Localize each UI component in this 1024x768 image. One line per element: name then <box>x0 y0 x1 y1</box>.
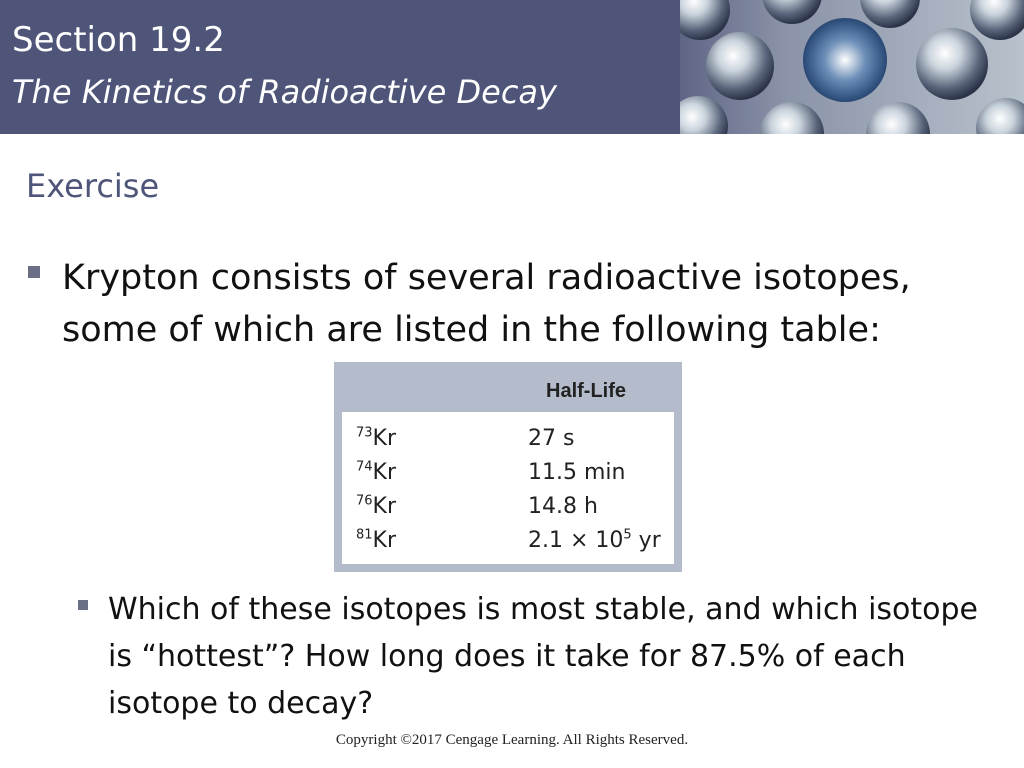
section-number: Section 19.2 <box>12 20 225 60</box>
column-header-half-life: Half-Life <box>546 380 626 402</box>
half-life-cell: 11.5 min <box>528 460 626 485</box>
table-row <box>342 422 674 456</box>
table-row <box>342 490 674 524</box>
half-life-cell: 27 s <box>528 426 575 451</box>
element-symbol: Kr <box>372 460 397 485</box>
half-life-cell <box>528 528 661 553</box>
element-symbol: Kr <box>372 528 397 553</box>
isotope-cell <box>356 426 396 451</box>
slide-title: Exercise <box>26 167 160 205</box>
square-bullet-icon <box>78 600 88 610</box>
section-subtitle: The Kinetics of Radioactive Decay <box>12 73 557 111</box>
mass-number: 76 <box>356 493 373 509</box>
decorative-spheres-image <box>680 0 1024 134</box>
mass-number: 81 <box>356 527 373 543</box>
half-life-cell: 14.8 h <box>528 494 598 519</box>
half-life-unit: yr <box>631 528 661 553</box>
square-bullet-icon <box>28 266 40 278</box>
half-life-exponent: 5 <box>623 527 632 543</box>
isotope-cell <box>356 460 396 485</box>
half-life-table <box>334 362 682 572</box>
copyright-footer: Copyright ©2017 Cengage Learning. All Rights Reserved. <box>335 732 689 748</box>
element-symbol: Kr <box>372 494 397 519</box>
table-body <box>342 412 674 564</box>
element-symbol: Kr <box>372 426 397 451</box>
bullet-text: Krypton consists of several radioactive isotopes, some of which are listed in the following table: <box>62 258 911 350</box>
header-banner <box>0 0 680 134</box>
bullet-text: Which of these isotopes is most stable, and which isotope is “hottest”? How long does it take for 87.5% of each isotope to decay? <box>108 592 978 721</box>
mass-number: 74 <box>356 459 373 475</box>
isotope-cell <box>356 528 396 553</box>
half-life-base: 2.1 × 10 <box>528 528 624 553</box>
table-row <box>342 456 674 490</box>
isotope-cell <box>356 494 396 519</box>
mass-number: 73 <box>356 425 373 441</box>
table-row <box>342 524 674 558</box>
